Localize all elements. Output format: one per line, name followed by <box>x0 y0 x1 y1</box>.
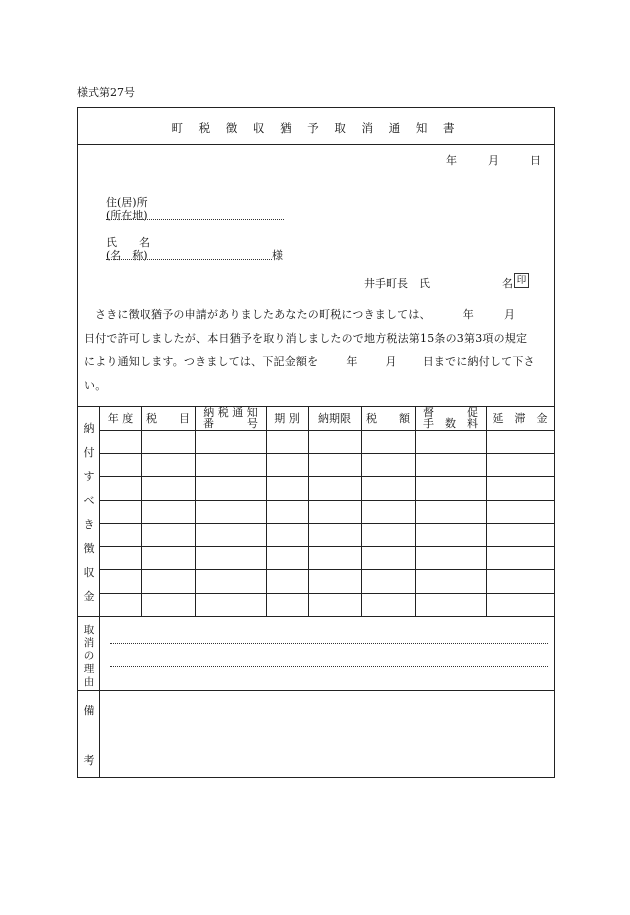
header-nendo: 年 度 <box>107 412 134 425</box>
header-entai: 延 滞 金 <box>492 412 548 425</box>
header-zeimoku: 税 目 <box>146 412 190 425</box>
date-day-label: 日 <box>530 154 541 167</box>
header-tsuchi-line1: 納 税 通 知 <box>203 406 258 419</box>
row-divider <box>100 546 554 547</box>
row-divider <box>100 569 554 570</box>
body-line3-year: 年 <box>346 355 358 368</box>
reason-char: 取 <box>83 624 95 636</box>
notes-char: 備 <box>83 704 95 717</box>
body-line2: 日付で許可しましたが、本日猶予を取り消しましたので地方税法第15条の3第3項の規定 <box>84 331 528 345</box>
issuer-title: 井手町長 氏 <box>364 277 430 290</box>
date-year-label: 年 <box>446 154 457 167</box>
date-month-label: 月 <box>488 154 499 167</box>
header-tokusoku-line1: 督 促 <box>423 406 478 419</box>
reason-top-border <box>78 616 554 617</box>
notes-top-border <box>78 690 554 691</box>
row-divider <box>100 500 554 501</box>
side-char: す <box>83 470 95 483</box>
reason-field-line-1[interactable] <box>110 643 548 644</box>
header-tsuchi <box>195 406 266 430</box>
header-kibetsu: 期 別 <box>274 412 300 425</box>
col-divider <box>308 406 309 616</box>
address-sub-label: (所在地) <box>106 209 148 222</box>
header-tokusoku-line2: 手 数 料 <box>423 417 478 430</box>
row-divider <box>100 430 554 431</box>
header-nouki: 納期限 <box>318 412 351 425</box>
col-divider <box>141 406 142 616</box>
reason-field-line-2[interactable] <box>110 666 548 667</box>
row-divider <box>100 523 554 524</box>
body-line1: さきに徴収猶予の申請がありましたあなたの町税につきましては、 <box>95 308 431 321</box>
title-divider <box>78 144 554 145</box>
body-line1-month: 月 <box>503 308 516 321</box>
reason-char: 理 <box>83 663 95 675</box>
side-char: 付 <box>83 446 95 459</box>
issue-date <box>446 152 541 168</box>
side-char: き <box>83 518 95 531</box>
tax-table <box>78 406 554 616</box>
row-divider <box>100 593 554 594</box>
name-field[interactable] <box>106 259 272 260</box>
side-char: べ <box>83 494 95 507</box>
col-divider <box>415 406 416 616</box>
row-divider <box>100 476 554 477</box>
notes-label <box>78 690 100 777</box>
reason-label <box>78 616 100 690</box>
side-char: 徴 <box>83 542 95 555</box>
body-line3: により通知します。つきましては、下記金額を <box>84 355 319 368</box>
seal-stamp: 印 <box>514 273 529 288</box>
body-line3-month: 月 <box>385 355 397 368</box>
body-line1-year: 年 <box>462 308 474 321</box>
form-title: 町 税 徴 収 猶 予 取 消 通 知 書 <box>171 121 461 135</box>
notice-form <box>77 107 555 778</box>
reason-char: 消 <box>83 637 95 649</box>
address-field[interactable] <box>106 219 284 220</box>
col-divider <box>266 406 267 616</box>
body-line3-deadline: 日までに納付して下さ <box>422 355 535 368</box>
row-divider <box>100 453 554 454</box>
table-side-label <box>78 406 100 616</box>
header-zeigaku: 税 額 <box>366 412 410 425</box>
reason-char: の <box>83 650 95 662</box>
col-divider <box>486 406 487 616</box>
name-label: 氏 名 <box>106 236 150 249</box>
col-divider <box>361 406 362 616</box>
reason-char: 由 <box>83 676 95 688</box>
name-sub-label: (名 称) <box>106 249 148 262</box>
notice-body <box>84 303 552 397</box>
header-tsuchi-line2: 番 号 <box>203 417 258 430</box>
side-char: 金 <box>83 590 95 603</box>
address-label: 住(居)所 <box>106 196 148 209</box>
header-tokusoku <box>415 406 486 430</box>
honorific: 様 <box>272 249 283 262</box>
issuer-mei: 名 <box>502 277 513 290</box>
form-number: 様式第27号 <box>77 86 135 99</box>
side-char: 納 <box>83 422 95 435</box>
side-char: 収 <box>83 566 95 579</box>
table-grid <box>100 406 554 616</box>
col-divider <box>195 406 196 616</box>
body-line4: い。 <box>84 378 107 392</box>
notes-char: 考 <box>83 754 95 767</box>
